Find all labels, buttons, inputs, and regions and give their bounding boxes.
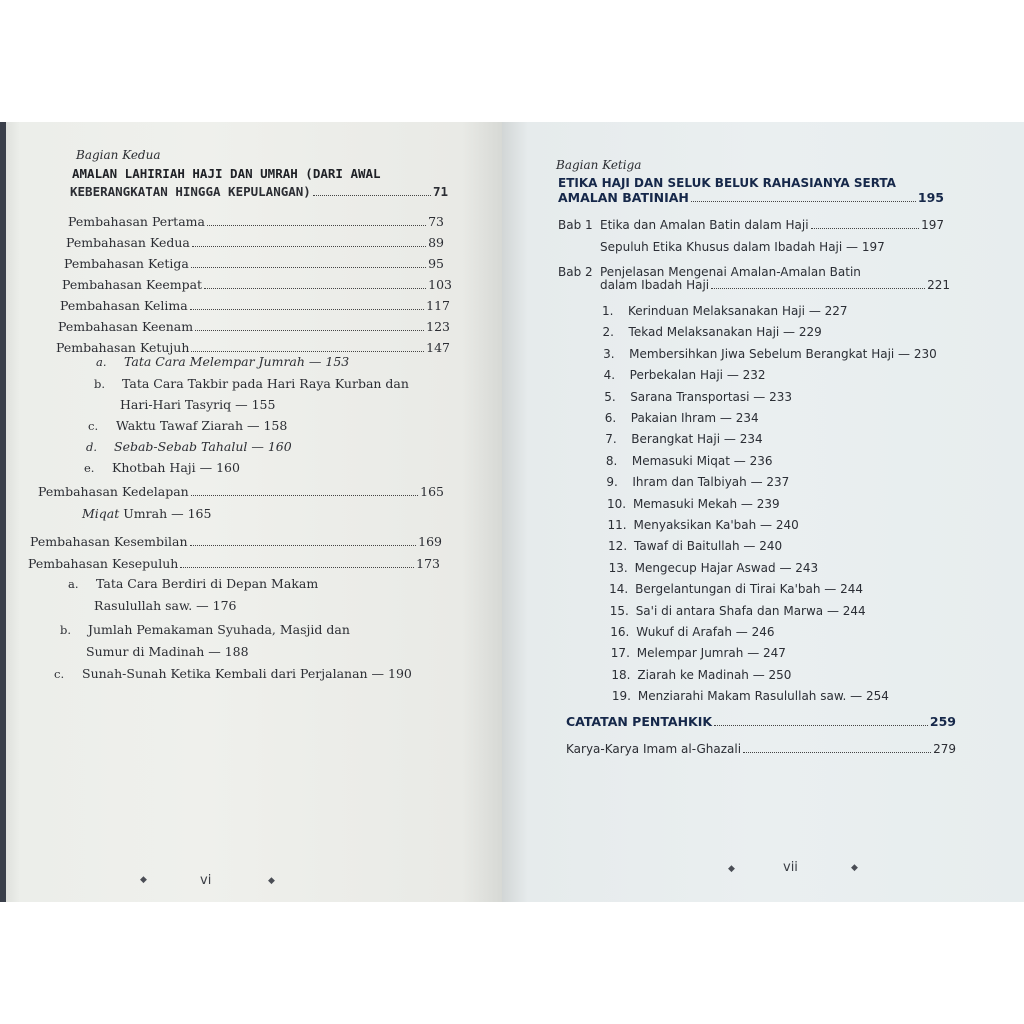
leader-dots [190,309,424,310]
item-text: Menyaksikan Ka'bah — 240 [633,518,799,532]
sub-entry-text: Sunah-Sunah Ketika Kembali dari Perjalanan — 190 [82,666,412,681]
toc-entry [58,319,450,334]
item-number: 17. [610,646,630,661]
bab-marker: Bab 1 [558,218,593,232]
item-text: Bergelantungan di Tirai Ka'bah — 244 [635,582,863,597]
item-text: Menziarahi Makam Rasulullah saw. — 254 [637,689,889,704]
item-text: Melempar Jumrah — 247 [636,646,786,661]
entry-label: Pembahasan Ketujuh [56,340,190,355]
leader-dots [192,246,426,247]
part-heading-row [558,190,944,205]
item-text: Perbekalan Haji — 232 [629,368,766,383]
diamond-ornament-icon: ◆ [268,876,275,886]
sub-entry [60,622,350,637]
item-number: 19. [611,689,631,704]
page-ref: 117 [426,298,450,313]
item-text: Ziarah ke Madinah — 250 [637,667,792,682]
numbered-list-item [609,582,863,596]
numbered-list-item [610,625,774,639]
leader-dots [313,195,431,196]
sub-entry-text: Umrah — 165 [119,506,212,521]
item-text: Tekad Melaksanakan Haji — 229 [628,325,822,340]
list-marker: a. [68,577,79,591]
item-number: 11. [607,518,627,532]
numbered-list-item [602,304,848,318]
sub-entry-text: Jumlah Pemakaman Syuhada, Masjid dan [88,622,350,637]
entry-label: CATATAN PENTAHKIK [566,714,713,729]
leader-dots [207,225,426,226]
numbered-list-item [606,454,773,468]
item-text: Sa'i di antara Shafa dan Marwa — 244 [635,603,866,618]
list-marker: b. [60,623,72,637]
toc-entry [64,256,444,271]
sub-entry-text: Tata Cara Berdiri di Depan Makam [96,576,319,591]
entry-label: Etika dan Amalan Batin dalam Haji [600,218,809,232]
open-book [0,122,1024,902]
page-ref: 73 [428,214,444,229]
item-text: Kerinduan Melaksanakan Haji — 227 [628,304,848,318]
item-number: 5. [604,389,616,404]
sub-entry [66,598,237,613]
part-heading-line1: ETIKA HAJI DAN SELUK BELUK RAHASIANYA SERTA [558,176,896,190]
sub-entry [94,376,409,391]
sub-entry-italic: Miqat [82,506,120,521]
page-ref: 165 [420,484,444,499]
leader-dots [191,495,418,496]
numbered-list-item [608,518,799,532]
item-number: 6. [604,411,617,425]
item-number: 9. [606,475,618,490]
page-ref: 279 [933,742,956,756]
toc-entry [56,340,450,355]
sub-entry-text: Sumur di Madinah — 188 [86,644,249,659]
item-number: 15. [609,603,629,618]
sub-entry [58,644,249,659]
numbered-list-item [608,539,782,553]
entry-label: Pembahasan Keenam [58,319,194,334]
toc-entry [30,534,442,549]
numbered-list-item [604,390,792,404]
sub-entry-text: Tata Cara Takbir pada Hari Raya Kurban dan [122,376,409,391]
page-ref: 197 [921,218,944,232]
sub-entry [82,506,211,521]
list-marker: b. [94,377,106,391]
toc-entry [38,484,444,499]
page-ref: 259 [929,714,956,729]
catatan-entry [566,714,956,729]
sub-entry [84,460,240,475]
bab-entry-cont [600,278,950,292]
item-number: 8. [605,453,618,468]
numbered-list-item [611,668,791,682]
leader-dots [811,228,920,229]
leader-dots [691,201,916,202]
page-ref: 169 [418,534,442,549]
leader-dots [743,752,931,753]
numbered-list-item [607,497,780,511]
item-number: 3. [603,346,615,361]
sub-entry-text: Sebab-Sebab Tahalul — 160 [114,439,292,454]
sub-entry-text: Khotbah Haji — 160 [112,460,240,475]
bab-entry [558,265,861,279]
book-cover-edge [0,122,6,902]
part-heading-line2: KEBERANGKATAN HINGGA KEPULANGAN) [70,184,311,199]
numbered-list-item [605,432,762,446]
item-number: 14. [609,582,629,597]
diamond-ornament-icon: ◆ [851,863,858,873]
sub-entry [96,354,349,369]
numbered-list-item [605,411,759,425]
page-number: vii [783,860,798,875]
left-page [0,122,502,902]
item-number: 16. [610,625,630,639]
item-number: 10. [606,496,627,511]
item-number: 7. [605,432,617,447]
toc-entry [28,556,440,571]
numbered-list-item [609,561,819,575]
right-page [502,122,1024,902]
leader-dots [195,330,424,331]
item-number: 2. [602,325,614,340]
toc-entry [68,214,444,229]
leader-dots [714,725,928,726]
item-text: Ihram dan Talbiyah — 237 [632,475,790,490]
diamond-ornament-icon: ◆ [728,864,735,874]
numbered-list-item [606,475,789,489]
toc-entry [60,298,450,313]
page-ref: 173 [416,556,440,571]
bab-entry [558,218,944,232]
leader-dots [190,545,417,546]
sub-entry [86,439,292,454]
page-ref: 147 [426,340,450,355]
list-marker: d. [86,440,98,454]
toc-entry [62,277,452,292]
page-ref: 71 [432,184,448,199]
section-label: Bagian Kedua [76,148,161,162]
leader-dots [711,288,925,289]
leader-dots [191,267,426,268]
item-text: Memasuki Mekah — 239 [632,496,780,511]
numbered-list-item [603,347,937,361]
entry-label: Pembahasan Kelima [60,298,188,313]
entry-label: Karya-Karya Imam al-Ghazali [566,742,742,756]
section-label: Bagian Ketiga [556,158,642,172]
entry-label: Pembahasan Kedelapan [38,484,189,499]
numbered-list-item [610,604,866,618]
entry-label: Pembahasan Ketiga [64,256,189,271]
item-number: 18. [611,667,631,682]
diamond-ornament-icon: ◆ [140,875,147,885]
toc-entry [66,235,444,250]
sub-entry [88,418,287,433]
item-number: 4. [603,368,616,383]
part-heading-row [70,184,448,199]
item-text: Sarana Transportasi — 233 [630,389,792,404]
numbered-list-item [603,325,822,339]
list-marker: e. [84,461,95,475]
entry-label: Pembahasan Pertama [68,214,205,229]
page-number: vi [200,873,212,888]
page-ref: 221 [927,278,950,292]
sub-entry [92,397,275,412]
leader-dots [191,351,424,352]
entry-label: Pembahasan Kedua [66,235,190,250]
entry-label: Penjelasan Mengenai Amalan-Amalan Batin [600,265,861,279]
item-text: Mengecup Hajar Aswad — 243 [634,560,819,575]
leader-dots [180,567,414,568]
sub-entry-text: Hari-Hari Tasyriq — 155 [120,397,276,412]
sub-entry-text: Rasulullah saw. — 176 [94,598,237,613]
item-number: 1. [602,304,614,318]
item-number: 13. [608,560,628,575]
item-text: Wukuf di Arafah — 246 [636,625,775,639]
entry-label: Pembahasan Kesepuluh [28,556,179,571]
bab-marker: Bab 2 [558,265,593,279]
page-ref: 103 [428,277,452,292]
sub-entry-text: Waktu Tawaf Ziarah — 158 [116,418,288,433]
item-text: Memasuki Miqat — 236 [631,453,773,468]
list-marker: c. [54,667,65,681]
sub-entry [54,666,412,681]
leader-dots [204,288,426,289]
bab-sub-entry: Sepuluh Etika Khusus dalam Ibadah Haji — 197 [600,240,885,254]
list-marker: c. [88,419,99,433]
entry-label: Pembahasan Keempat [62,277,203,292]
numbered-list-item [604,368,766,382]
entry-label: dalam Ibadah Haji [600,278,710,292]
page-ref: 95 [428,256,444,271]
entry-label: Pembahasan Kesembilan [30,534,188,549]
karya-entry [566,742,956,756]
item-text: Berangkat Haji — 234 [631,432,763,447]
page-ref: 195 [917,190,944,205]
item-text: Membersihkan Jiwa Sebelum Berangkat Haji — 230 [629,346,937,361]
numbered-list-item [612,689,889,703]
numbered-list-item [611,646,786,660]
part-heading-line2: AMALAN BATINIAH [558,190,689,205]
item-text: Tawaf di Baitullah — 240 [634,539,783,554]
page-ref: 123 [426,319,450,334]
item-text: Pakaian Ihram — 234 [630,411,759,425]
item-number: 12. [608,539,628,554]
list-marker: a. [96,355,107,369]
sub-entry-text: Tata Cara Melempar Jumrah — 153 [124,354,350,369]
page-ref: 89 [428,235,444,250]
part-heading-line1: AMALAN LAHIRIAH HAJI DAN UMRAH (DARI AWAL [72,166,381,181]
sub-entry [68,576,318,591]
